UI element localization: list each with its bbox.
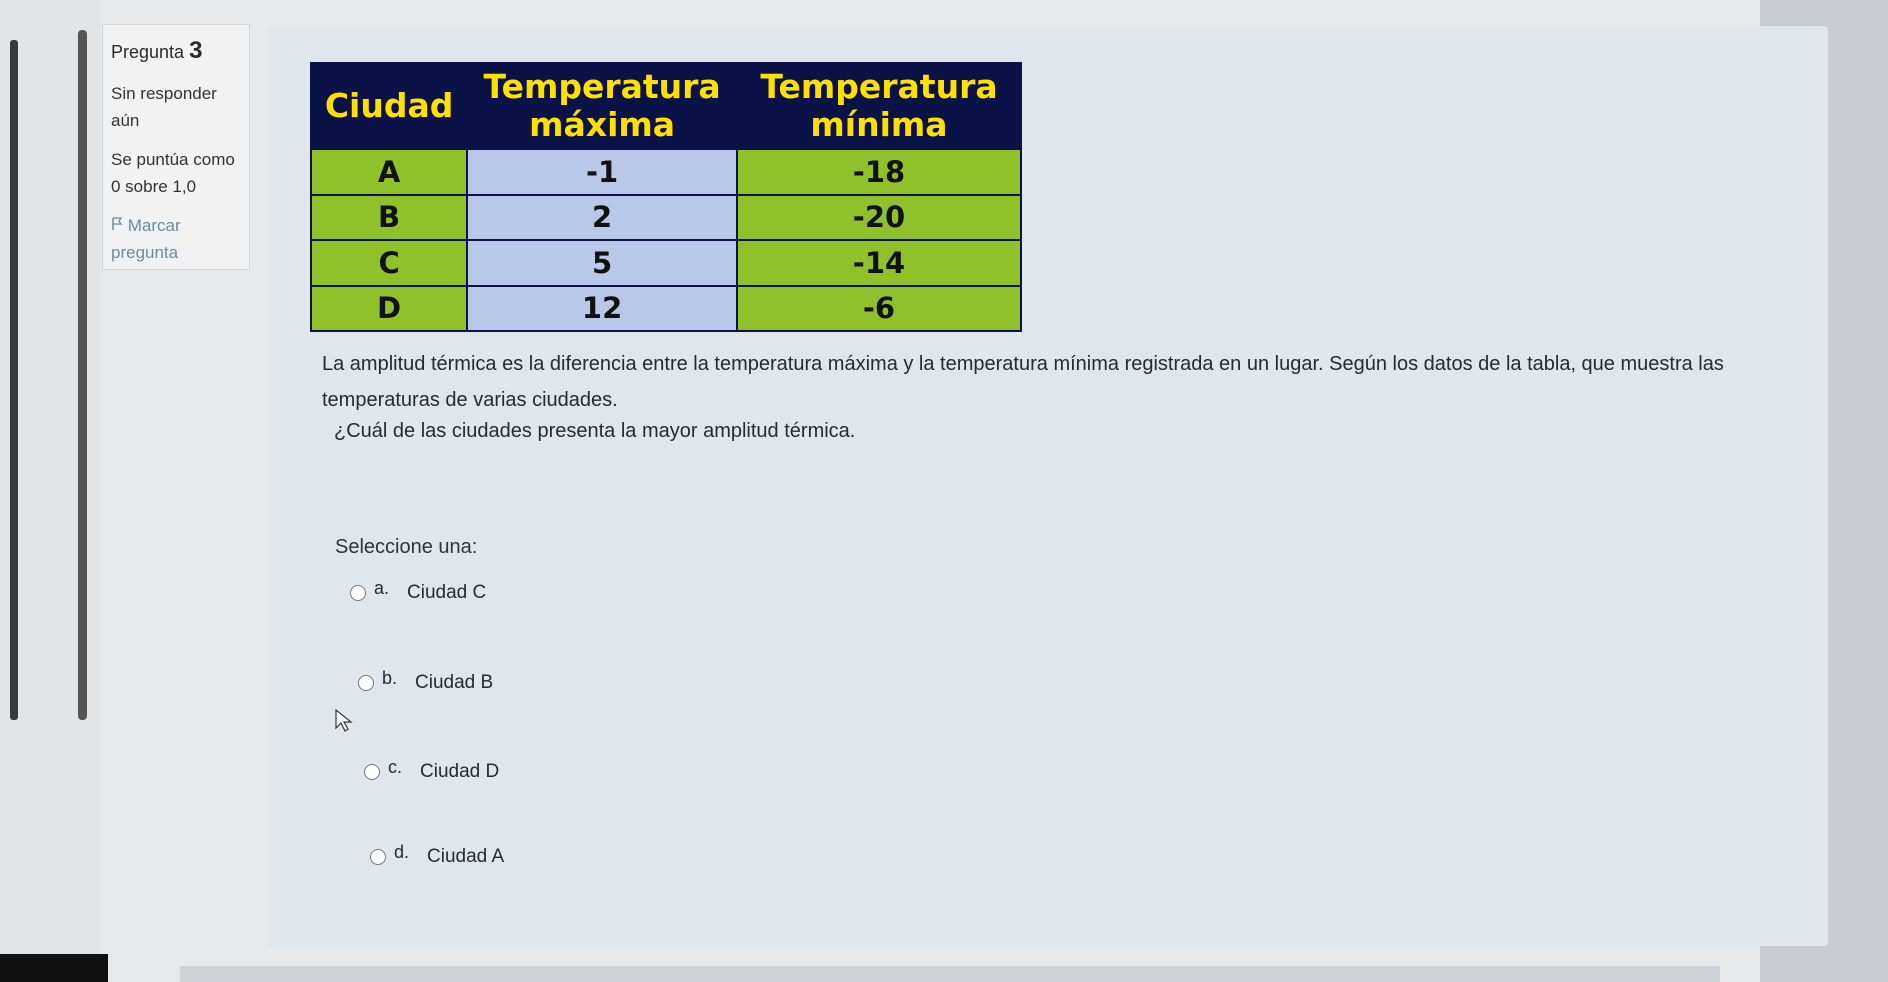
- question-label: Pregunta: [111, 42, 185, 62]
- header-ciudad: Ciudad: [311, 63, 467, 149]
- grade-line-1: Se puntúa como: [111, 150, 235, 169]
- option-letter: d.: [394, 841, 410, 862]
- cell-city: B: [311, 195, 467, 241]
- state-line-2: aún: [111, 111, 140, 130]
- option-letter: a.: [374, 577, 390, 598]
- flag-icon: [111, 216, 128, 235]
- cell-city: D: [311, 286, 467, 332]
- option-label: Ciudad A: [427, 846, 505, 867]
- footer-dark-bar: [0, 954, 108, 982]
- cell-temp-min: -6: [737, 286, 1021, 332]
- cell-temp-min: -14: [737, 240, 1021, 286]
- answer-option-a[interactable]: [350, 577, 487, 604]
- answer-option-b[interactable]: [358, 667, 494, 694]
- table-row: [311, 240, 1021, 286]
- option-label: Ciudad D: [420, 761, 500, 782]
- table-row: [311, 195, 1021, 241]
- question-info-box: [102, 24, 250, 270]
- option-letter: b.: [382, 667, 398, 688]
- radio-button[interactable]: [364, 764, 380, 780]
- scrollbar-track[interactable]: [10, 40, 18, 720]
- state-line-1: Sin responder: [111, 84, 217, 103]
- header-temp-max: Temperatura máxima: [467, 63, 737, 149]
- radio-button[interactable]: [370, 849, 386, 865]
- question-number: 3: [189, 37, 203, 64]
- cell-city: C: [311, 240, 467, 286]
- radio-button[interactable]: [350, 585, 366, 601]
- option-label: Ciudad B: [415, 672, 494, 693]
- question-grade: [111, 146, 249, 200]
- table-row: [311, 286, 1021, 332]
- question-state: [111, 80, 249, 134]
- option-letter: c.: [388, 756, 403, 777]
- question-heading: [111, 37, 249, 66]
- flag-question-link[interactable]: [111, 212, 249, 266]
- cell-temp-max: 2: [467, 195, 737, 241]
- radio-button[interactable]: [358, 675, 374, 691]
- grade-line-2: 0 sobre 1,0: [111, 177, 197, 196]
- header-temp-min: Temperatura mínima: [737, 63, 1021, 149]
- table-row: [311, 149, 1021, 195]
- cell-temp-max: 5: [467, 240, 737, 286]
- cell-temp-min: -18: [737, 149, 1021, 195]
- flag-line-1: Marcar: [127, 216, 181, 235]
- answer-option-c[interactable]: [364, 756, 500, 783]
- mouse-pointer-icon: [334, 708, 354, 734]
- answer-option-d[interactable]: [370, 841, 505, 868]
- cell-temp-max: 12: [467, 286, 737, 332]
- cell-city: A: [311, 149, 467, 195]
- cell-temp-min: -20: [737, 195, 1021, 241]
- question-prompt: ¿Cuál de las ciudades presenta la mayor amplitud térmica.: [334, 420, 856, 442]
- select-one-label: Seleccione una:: [335, 536, 478, 558]
- cell-temp-max: -1: [467, 149, 737, 195]
- temperature-table: [310, 62, 1022, 332]
- nav-scrollbar[interactable]: [78, 30, 87, 720]
- footer-strip: [180, 966, 1720, 982]
- option-label: Ciudad C: [407, 582, 487, 603]
- table-header-row: [311, 63, 1021, 149]
- question-statement: La amplitud térmica es la diferencia entre la temperatura máxima y la temperatura mínima registrada en un lugar. Según los datos de la tabla, que muestra las temperaturas de varias ciudades.: [322, 353, 1724, 411]
- flag-line-2: pregunta: [111, 243, 179, 262]
